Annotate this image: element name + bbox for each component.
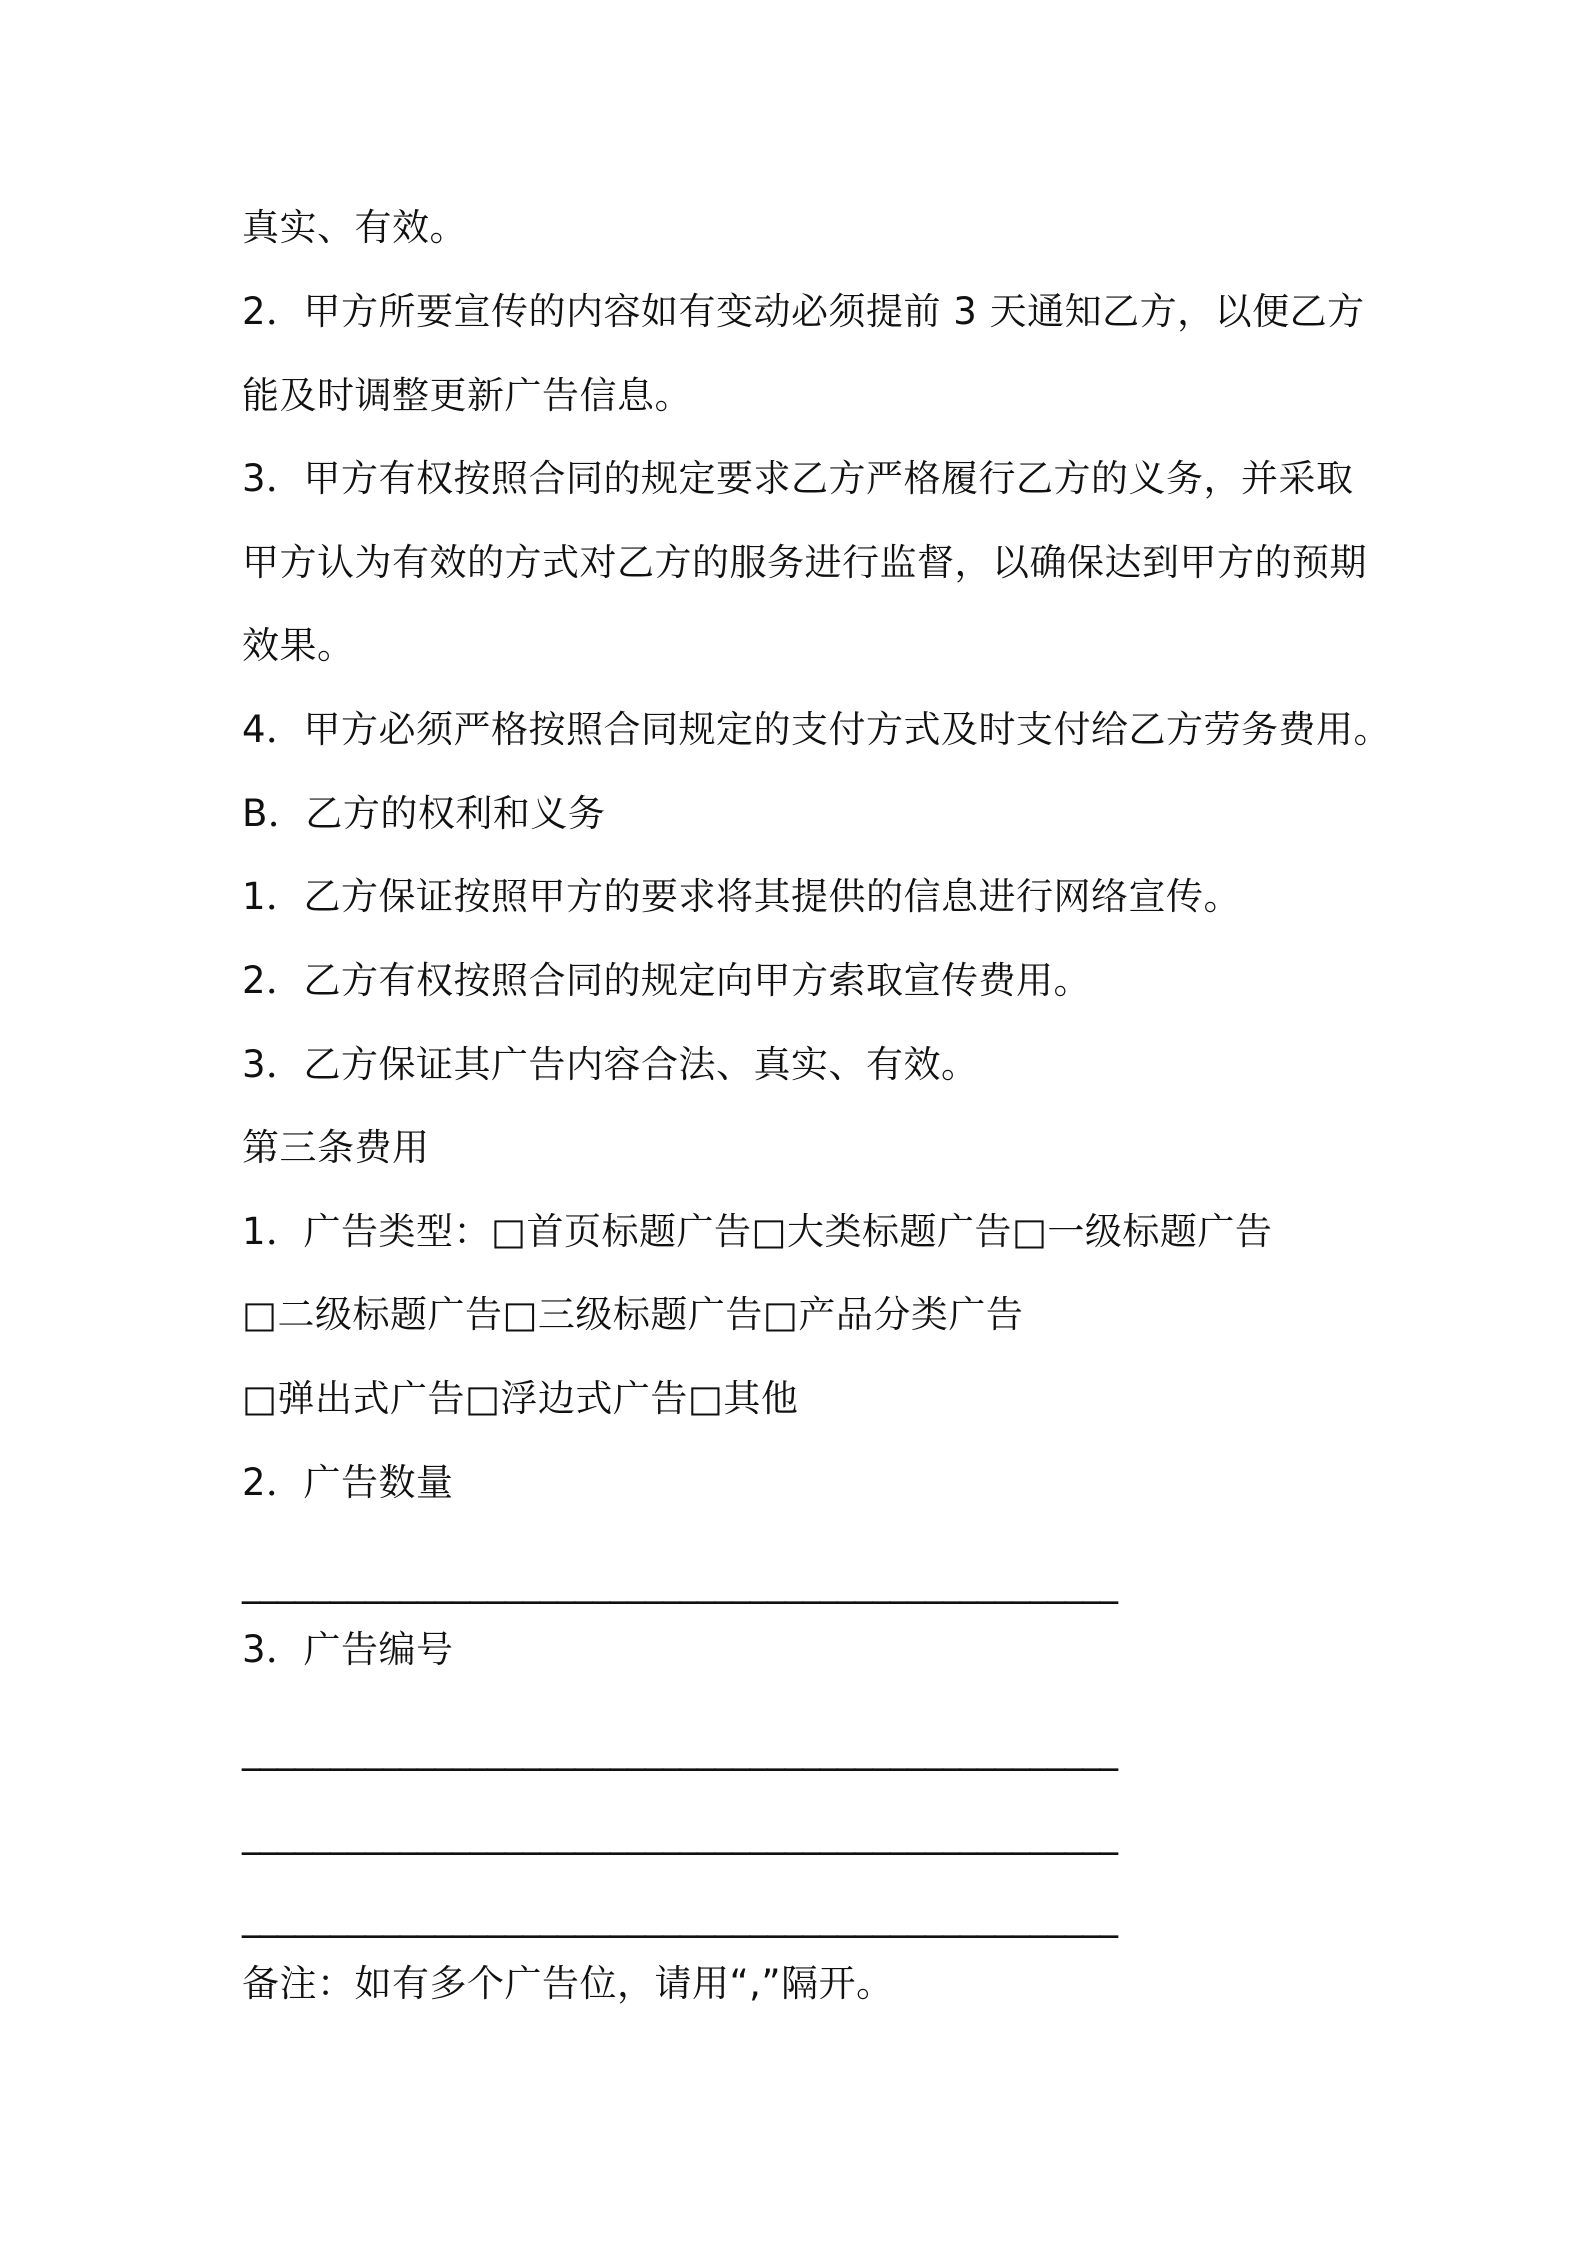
text-line: 4．甲方必须严格按照合同规定的支付方式及时支付给乙方劳务费用。 — [242, 708, 1392, 751]
text-line: 3．广告编号 — [242, 1628, 454, 1671]
fill-in-blank: __________________________________________________ — [242, 1895, 1117, 1938]
text-line: 效果。 — [242, 624, 355, 667]
note-line: 备注：如有多个广告位，请用“,”隔开。 — [242, 1962, 894, 2005]
text-line: 1．乙方保证按照甲方的要求将其提供的信息进行网络宣传。 — [242, 875, 1242, 918]
text-line: 2．广告数量 — [242, 1461, 454, 1504]
text-line: 甲方认为有效的方式对乙方的服务进行监督，以确保达到甲方的预期 — [242, 541, 1367, 584]
text-line: 2．乙方有权按照合同的规定向甲方索取宣传费用。 — [242, 959, 1092, 1002]
text-line: 真实、有效。 — [242, 206, 467, 249]
ad-type-options: □二级标题广告□三级标题广告□产品分类广告 — [242, 1293, 1024, 1336]
fill-in-blank: __________________________________________________ — [242, 1561, 1117, 1604]
fill-in-blank: __________________________________________________ — [242, 1812, 1117, 1855]
section-heading: B．乙方的权利和义务 — [242, 792, 606, 835]
ad-type-options: 1．广告类型：□首页标题广告□大类标题广告□一级标题广告 — [242, 1210, 1273, 1253]
section-heading: 第三条费用 — [242, 1126, 430, 1169]
text-line: 3．甲方有权按照合同的规定要求乙方严格履行乙方的义务，并采取 — [242, 457, 1354, 500]
text-line: 2．甲方所要宣传的内容如有变动必须提前 3 天通知乙方，以便乙方 — [242, 290, 1365, 333]
text-line: 3．乙方保证其广告内容合法、真实、有效。 — [242, 1043, 979, 1086]
text-line: 能及时调整更新广告信息。 — [242, 374, 692, 417]
fill-in-blank: __________________________________________________ — [242, 1728, 1117, 1771]
ad-type-options: □弹出式广告□浮边式广告□其他 — [242, 1377, 799, 1420]
